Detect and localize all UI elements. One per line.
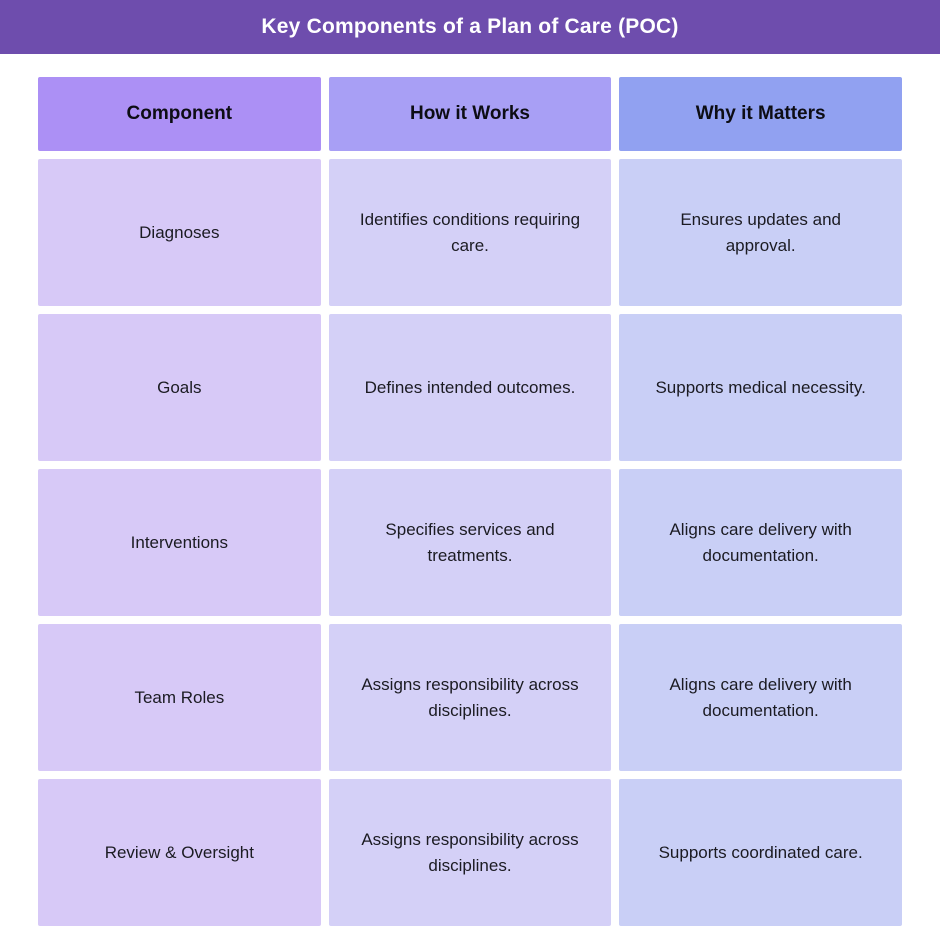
table-cell-component: Review & Oversight bbox=[38, 779, 321, 926]
column-header-component: Component bbox=[38, 77, 321, 151]
table-cell-component: Interventions bbox=[38, 469, 321, 616]
poc-table bbox=[38, 77, 902, 926]
title-banner bbox=[0, 0, 940, 54]
table-cell-component: Goals bbox=[38, 314, 321, 461]
table-cell-component: Diagnoses bbox=[38, 159, 321, 306]
table-cell-how: Defines intended outcomes. bbox=[329, 314, 612, 461]
table-cell-component: Team Roles bbox=[38, 624, 321, 771]
column-header-why-it-matters: Why it Matters bbox=[619, 77, 902, 151]
page-title: Key Components of a Plan of Care (POC) bbox=[261, 15, 679, 38]
table-cell-why: Supports coordinated care. bbox=[619, 779, 902, 926]
column-header-how-it-works: How it Works bbox=[329, 77, 612, 151]
table-cell-why: Aligns care delivery with documentation. bbox=[619, 624, 902, 771]
table-cell-how: Assigns responsibility across disciplines. bbox=[329, 624, 612, 771]
table-cell-why: Aligns care delivery with documentation. bbox=[619, 469, 902, 616]
table-cell-how: Identifies conditions requiring care. bbox=[329, 159, 612, 306]
table-cell-why: Supports medical necessity. bbox=[619, 314, 902, 461]
table-cell-why: Ensures updates and approval. bbox=[619, 159, 902, 306]
table-cell-how: Specifies services and treatments. bbox=[329, 469, 612, 616]
table-cell-how: Assigns responsibility across disciplines. bbox=[329, 779, 612, 926]
